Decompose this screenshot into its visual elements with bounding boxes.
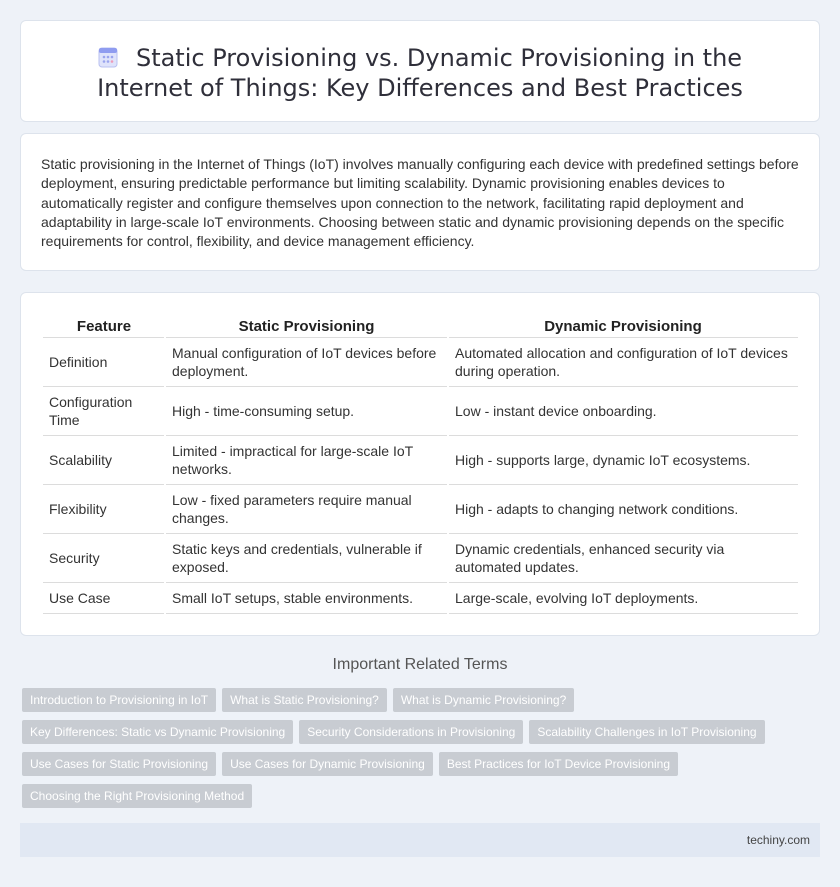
- related-terms-row: [22, 688, 822, 720]
- related-term-link[interactable]: Choosing the Right Provisioning Method: [22, 784, 252, 808]
- page-title-text: Static Provisioning vs. Dynamic Provisioning in the Internet of Things: Key Differences and Best Practices: [97, 44, 743, 102]
- footer-site-name[interactable]: techiny.com: [746, 833, 810, 847]
- intro-card: [20, 133, 820, 271]
- dynamic-cell: Low - instant device onboarding.: [448, 386, 798, 435]
- feature-cell: Scalability: [43, 435, 165, 484]
- related-terms-row: [22, 784, 822, 816]
- static-cell: High - time-consuming setup.: [165, 386, 448, 435]
- table-row: [43, 484, 798, 533]
- related-terms-row: [22, 720, 822, 752]
- feature-cell: Use Case: [43, 582, 165, 613]
- related-terms-row: [22, 752, 822, 784]
- dynamic-cell: High - adapts to changing network conditions.: [448, 484, 798, 533]
- static-cell: Limited - impractical for large-scale IoT networks.: [165, 435, 448, 484]
- table-row: [43, 582, 798, 613]
- header-card: [20, 20, 820, 122]
- table-row: [43, 435, 798, 484]
- related-term-link[interactable]: What is Dynamic Provisioning?: [393, 688, 574, 712]
- dynamic-cell: Dynamic credentials, enhanced security via automated updates.: [448, 533, 798, 582]
- related-term-link[interactable]: Security Considerations in Provisioning: [299, 720, 523, 744]
- feature-cell: Security: [43, 533, 165, 582]
- feature-cell: Configuration Time: [43, 386, 165, 435]
- static-cell: Low - fixed parameters require manual changes.: [165, 484, 448, 533]
- static-cell: Small IoT setups, stable environments.: [165, 582, 448, 613]
- comparison-table-card: [20, 292, 820, 636]
- dynamic-cell: Large-scale, evolving IoT deployments.: [448, 582, 798, 613]
- dynamic-cell: Automated allocation and configuration of IoT devices during operation.: [448, 337, 798, 386]
- related-term-link[interactable]: What is Static Provisioning?: [222, 688, 387, 712]
- column-header-dynamic: Dynamic Provisioning: [448, 315, 798, 337]
- related-term-link[interactable]: Use Cases for Static Provisioning: [22, 752, 216, 776]
- comparison-table: [43, 315, 798, 614]
- dynamic-cell: High - supports large, dynamic IoT ecosystems.: [448, 435, 798, 484]
- document-icon: [98, 46, 118, 68]
- related-term-link[interactable]: Scalability Challenges in IoT Provisioning: [529, 720, 764, 744]
- table-row: [43, 337, 798, 386]
- related-term-link[interactable]: Introduction to Provisioning in IoT: [22, 688, 216, 712]
- related-terms-title: Important Related Terms: [332, 656, 508, 673]
- related-term-link[interactable]: Best Practices for IoT Device Provisioning: [439, 752, 678, 776]
- static-cell: Static keys and credentials, vulnerable if exposed.: [165, 533, 448, 582]
- column-header-feature: Feature: [43, 315, 165, 337]
- feature-cell: Definition: [43, 337, 165, 386]
- intro-paragraph: Static provisioning in the Internet of Things (IoT) involves manually configuring each device with predefined settings before deployment, ensuring predictable performance but limiting scalability. Dynamic provisioning enables devices to automatically register and configure themselves upon connection to the network, facilitating rapid deployment and adaptability in large-scale IoT environments. Choosing between static and dynamic provisioning depends on the specific requirements for control, flexibility, and device management efficiency.: [41, 156, 799, 250]
- footer: [20, 823, 820, 857]
- table-row: [43, 533, 798, 582]
- column-header-static: Static Provisioning: [165, 315, 448, 337]
- static-cell: Manual configuration of IoT devices before deployment.: [165, 337, 448, 386]
- related-terms-list: [22, 688, 822, 816]
- page-title: [21, 43, 819, 103]
- related-term-link[interactable]: Use Cases for Dynamic Provisioning: [222, 752, 433, 776]
- table-row: [43, 386, 798, 435]
- related-term-link[interactable]: Key Differences: Static vs Dynamic Provisioning: [22, 720, 293, 744]
- table-header-row: [43, 315, 798, 337]
- feature-cell: Flexibility: [43, 484, 165, 533]
